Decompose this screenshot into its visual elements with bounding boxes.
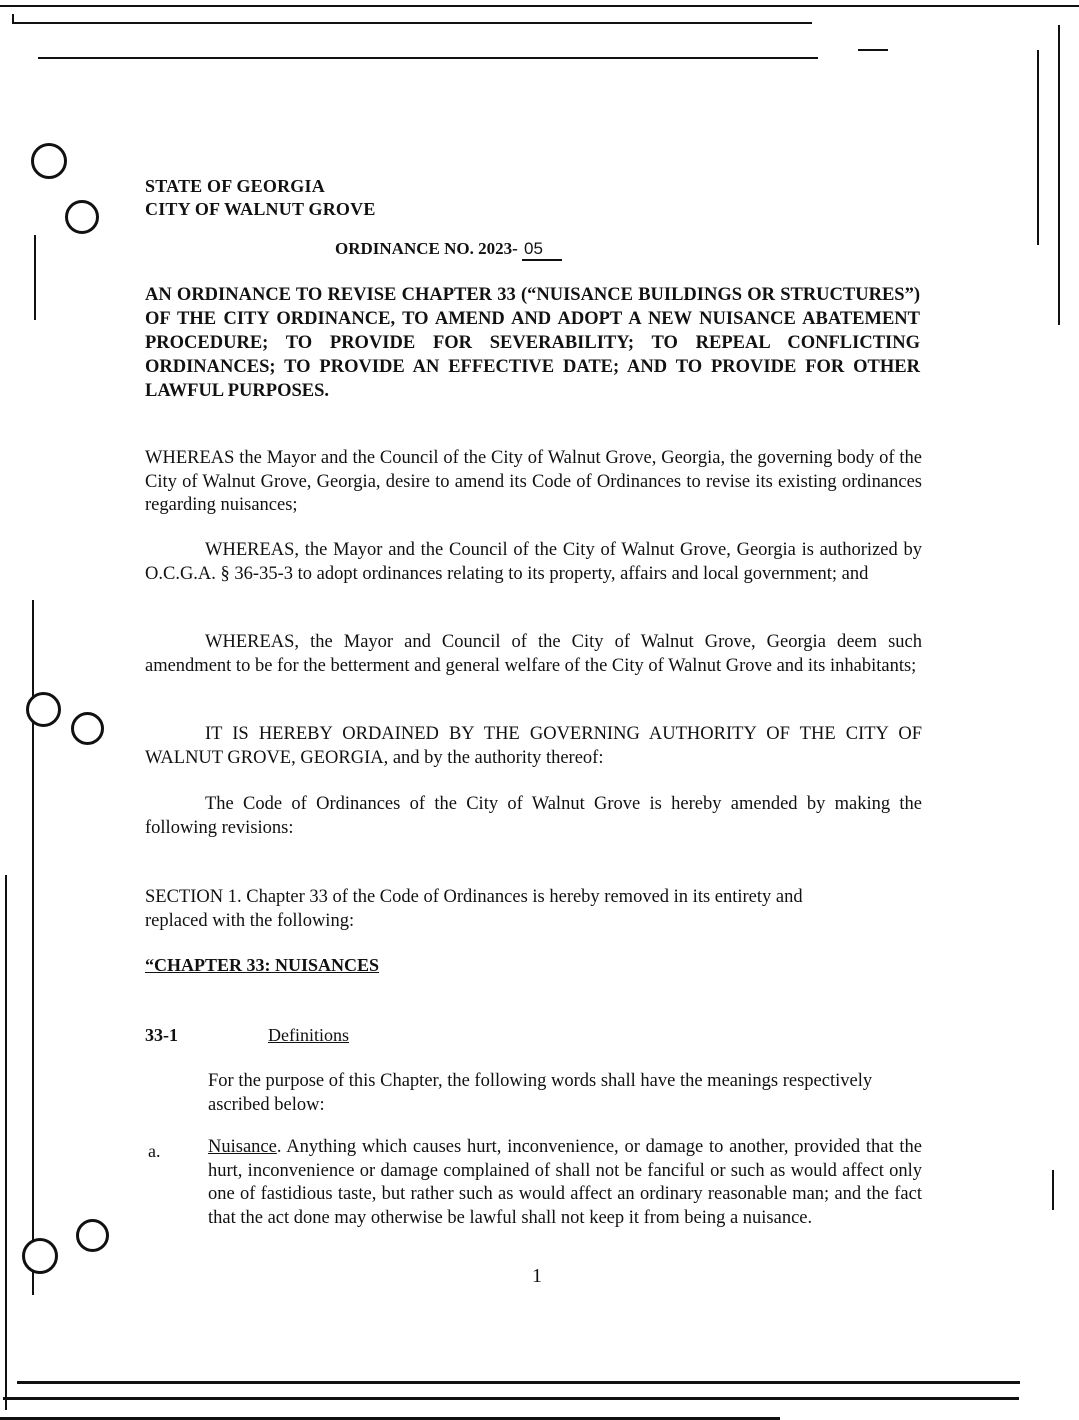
ordained-paragraph: [145, 723, 922, 770]
ordinance-title: AN ORDINANCE TO REVISE CHAPTER 33 (“NUISANCE BUILDINGS OR STRUCTURES”) OF THE CITY ORDINANCE, TO AMEND AND ADOPT A NEW NUISANCE ABATEMENT PROCEDURE; TO PROVIDE FOR SEVERABILITY; TO REPEAL CONFLICTING ORDINANCES; TO PROVIDE AN EFFECTIVE DATE; AND TO PROVIDE FOR OTHER LAWFUL PURPOSES.: [145, 285, 920, 401]
scan-rule-left-outer: [5, 875, 7, 1410]
scan-rule-right-outer: [1058, 25, 1060, 325]
punch-hole: [76, 1219, 109, 1252]
section-number: 33-1: [145, 1025, 178, 1045]
city-heading: CITY OF WALNUT GROVE: [145, 199, 376, 219]
ordinance-label: ORDINANCE NO. 2023-: [335, 239, 518, 258]
scan-border-top-inner: [12, 22, 812, 24]
paragraph-text: IT IS HEREBY ORDAINED BY THE GOVERNING AUTHORITY OF THE CITY OF WALNUT GROVE, GEORGIA, and by the authority thereof:: [145, 724, 922, 768]
definition-label: a.: [148, 1141, 161, 1161]
scan-border-bottom-inner: [17, 1381, 1020, 1384]
amendment-paragraph: [145, 793, 922, 840]
paragraph-text: WHEREAS, the Mayor and Council of the City of Walnut Grove, Georgia deem such amendment to be for the betterment and general welfare of the City of Walnut Grove and its inhabitants;: [145, 632, 922, 676]
scan-border-bottom-outer: [3, 1397, 1019, 1400]
page-number: 1: [532, 1265, 542, 1287]
paragraph-text: WHEREAS, the Mayor and the Council of the City of Walnut Grove, Georgia is authorized by O.C.G.A. § 36-35-3 to adopt ordinances relating to its property, affairs and local government; and: [145, 540, 922, 584]
chapter-heading: “CHAPTER 33: NUISANCES: [145, 955, 380, 975]
section-heading: Definitions: [268, 1025, 349, 1045]
paragraph-text: The Code of Ordinances of the City of Walnut Grove is hereby amended by making the following revisions:: [145, 794, 922, 838]
scan-rule-top: [38, 57, 818, 59]
ordinance-number-line: [335, 239, 562, 261]
scan-rule-right-inner: [1037, 50, 1039, 245]
punch-hole: [71, 712, 104, 745]
whereas-paragraph-2: [145, 539, 922, 586]
scan-border-left-top: [12, 14, 14, 24]
paragraph-text: For the purpose of this Chapter, the following words shall have the meanings respectively ascribed below:: [208, 1071, 873, 1115]
whereas-paragraph-1: [145, 447, 922, 518]
punch-hole: [65, 200, 99, 234]
scan-rule-left-mid: [34, 235, 36, 320]
punch-hole: [22, 1238, 58, 1274]
definition-nuisance: [208, 1136, 922, 1230]
paragraph-text: SECTION 1. Chapter 33 of the Code of Ordinances is hereby removed in its entirety and replaced with the following:: [145, 887, 803, 931]
scan-border-top: [0, 5, 1079, 7]
punch-hole: [31, 143, 67, 179]
whereas-paragraph-3: [145, 631, 922, 678]
paragraph-text: WHEREAS the Mayor and the Council of the City of Walnut Grove, Georgia, the governing body of the City of Walnut Grove, Georgia, desire to amend its Code of Ordinances to revise its existing ordinances regarding nuisances;: [145, 448, 922, 515]
state-heading: STATE OF GEORGIA: [145, 176, 325, 196]
scan-mark-short: [858, 49, 888, 51]
definition-term: Nuisance: [208, 1137, 277, 1157]
punch-hole: [26, 692, 61, 727]
scan-rule-right-bottom: [1052, 1170, 1054, 1210]
section-1-paragraph: [145, 886, 865, 933]
definition-text: . Anything which causes hurt, inconvenience, or damage to another, provided that the hurt, inconvenience or damage complained of shall not be fanciful or such as would affect only one of fastidious taste, but rather such as would affect an ordinary reasonable man; and the fact that the act done may otherwise be lawful shall not keep it from being a nuisance.: [208, 1137, 922, 1228]
ordinance-number: 05: [522, 239, 562, 261]
definitions-intro: [208, 1070, 922, 1117]
